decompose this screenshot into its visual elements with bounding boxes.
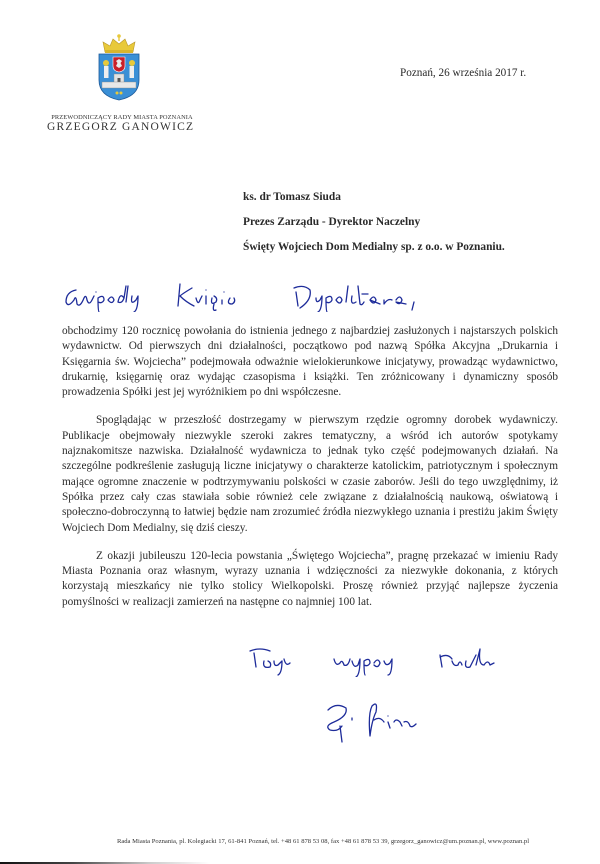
recipient-position: Prezes Zarządu - Dyrektor Naczelny <box>243 216 421 228</box>
office-holder-name: GRZEGORZ GANOWICZ <box>47 121 195 133</box>
handwritten-closing <box>240 645 540 677</box>
poznan-coat-of-arms-icon <box>95 32 143 102</box>
office-title: PRZEWODNICZĄCY RADY MIASTA POZNANIA <box>51 114 193 121</box>
body-paragraph-1: obchodzimy 120 rocznicę powołania do istnienia jednego z najbardziej zasłużonych i najstarszych polskich wydawnictw. Od pierwszych dni działalności, początkowo pod nazwą Spółka Akcyjna „Drukarnia i Księgarnia św. Wojciecha” podejmowała odważnie wielokierunkowe inicjatywy, prowadząc wydawnictwo, drukarnię, księgarnię oraz wydając czasopisma i książki. Ten zróżnicowany i dynamiczny sposób prowadzenia Spółki jest jej wyróżnikiem po dni współczesne. <box>62 325 558 399</box>
footer-contact-text: Rada Miasta Poznania, pl. Kolegiacki 17, 61-841 Poznań, tel. +48 61 878 53 08, fax +48 61 878 53 39, grzegorz_ganowicz@um.poznan.pl, www.poznan.pl <box>116 838 530 845</box>
recipient-block <box>243 185 505 260</box>
letter-body <box>62 324 558 623</box>
recipient-organization: Święty Wojciech Dom Medialny sp. z o.o. w Poznaniu. <box>243 241 505 253</box>
letterhead-footer <box>0 838 600 845</box>
handwritten-greeting <box>62 278 462 312</box>
body-paragraph-3: Z okazji jubileuszu 120-lecia powstania „Świętego Wojciecha”, pragnę przekazać w imieniu Rady Miasta Poznania oraz własnym, wyrazy uznania i wdzięczności za niezwykłe dokonania, z których korzystają mieszkańcy nie tylko stolicy Wielkopolski. Proszę również przyjąć najlepsze życzenia pomyślności w realizacji zamierzeń na następne co najmniej 100 lat. <box>62 549 558 608</box>
body-paragraph-2: Spoglądając w przeszłość dostrzegamy w pierwszym rzędzie ogromny dorobek wydawniczy. Publikacje obejmowały niezwykle szeroki zakres tematyczny, a wśród ich autorów spotykamy najznakomitsze nazwiska. Działalność wydawnicza to jednak tyko część podejmowanych działań. Na szczególne podkreślenie zasługują liczne inicjatywy o charakterze katolickim, patriotycznym i społecznym mające ogromne znaczenie w podtrzymywaniu polskości w czasie zaborów. Jeśli do tego uwzględnimy, iż Spółka przez cały czas stawiała sobie również cele związane z działalnością naukową, oświatową i społeczno-dobroczynną to łatwiej będzie nam zrozumieć źródła niezwykłego uznania i prestiżu jakim Święty Wojciech Dom Medialny, się dziś cieszy. <box>62 414 558 534</box>
recipient-name: ks. dr Tomasz Siuda <box>243 191 341 203</box>
crown-icon <box>103 34 135 53</box>
signature <box>318 700 458 748</box>
date-line: Poznań, 26 września 2017 r. <box>400 67 527 79</box>
